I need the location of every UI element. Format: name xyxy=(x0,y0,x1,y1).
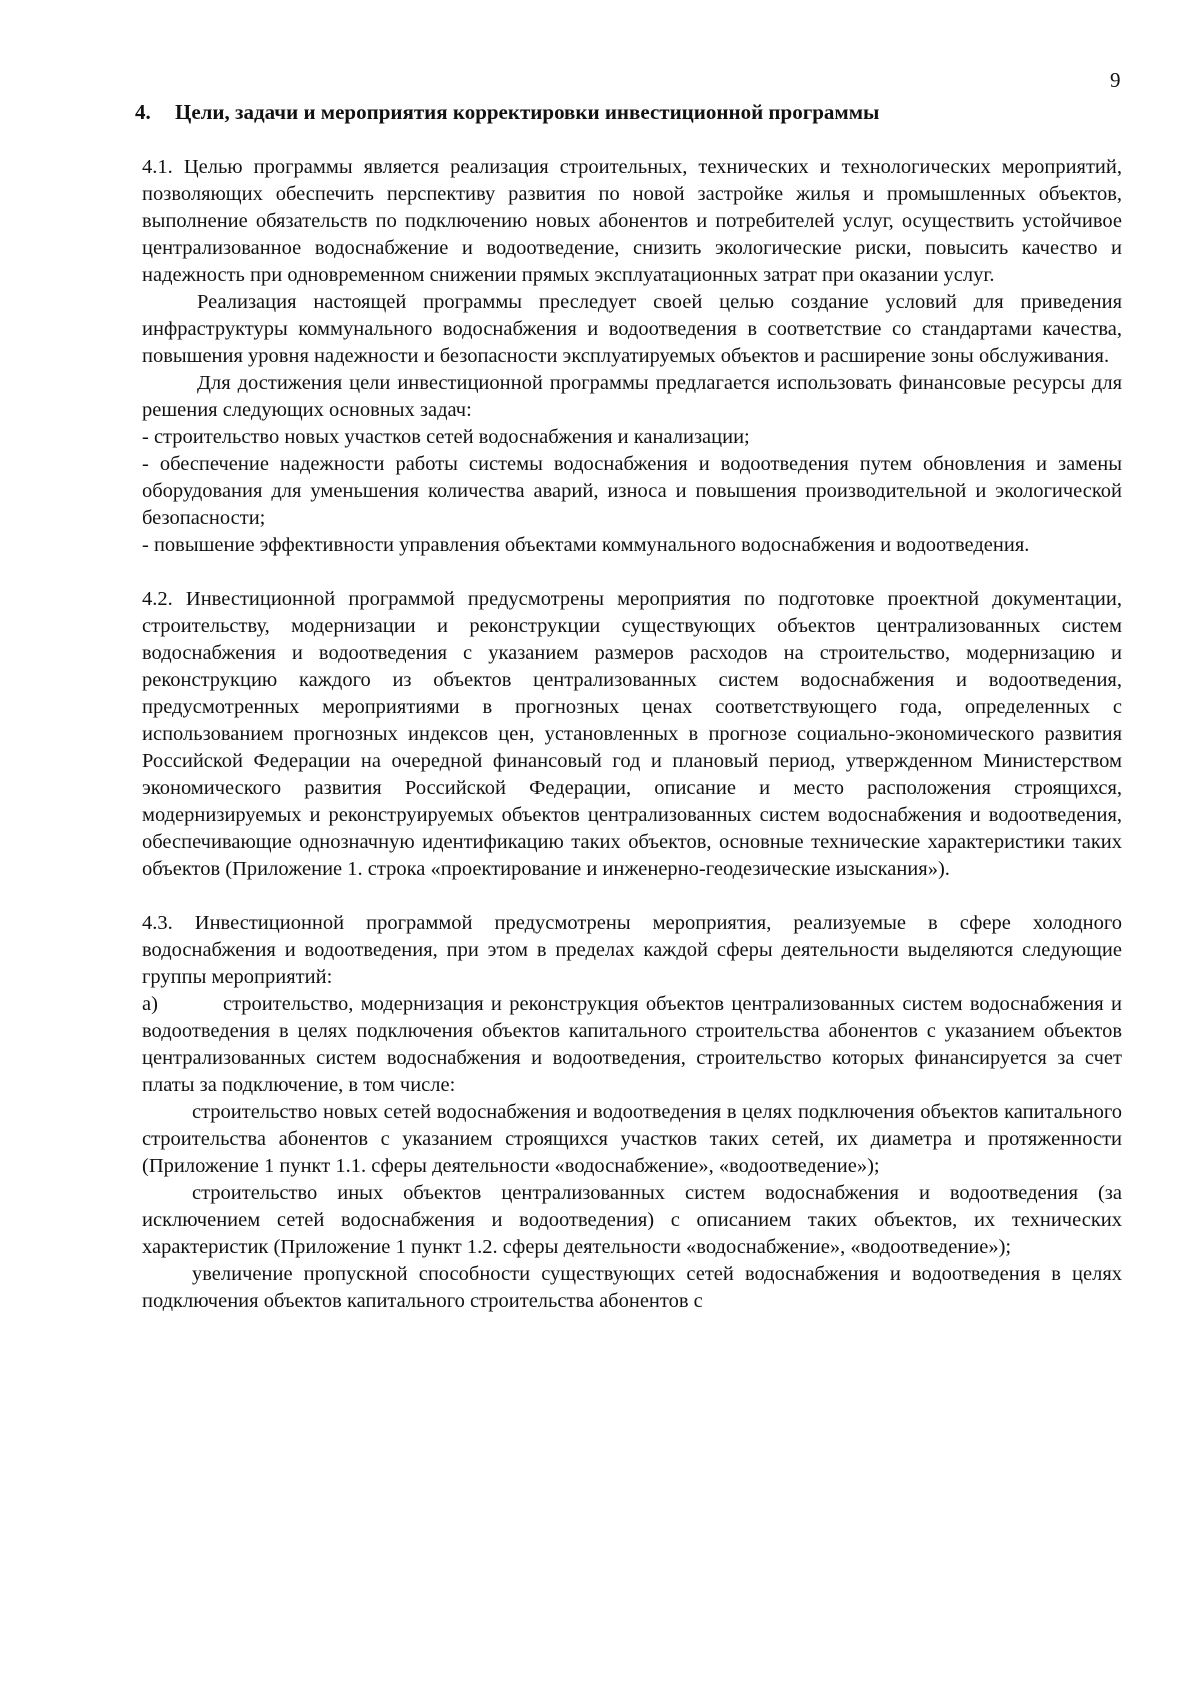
paragraph-4-3: 4.3. Инвестиционной программой предусмотрены мероприятия, реализуемые в сфере холодного водоснабжения и водоотведения, при этом в пределах каждой сферы деятельности выделяются следующие группы мероприятий: xyxy=(142,912,1122,988)
paragraph-spacer xyxy=(142,883,1122,910)
subitem-capacity: увеличение пропускной способности существующих сетей водоснабжения и водоотведения в целях подключения объектов капитального строительства абонентов с xyxy=(142,1263,1122,1312)
paragraph-4-2: 4.2. Инвестиционной программой предусмотрены мероприятия по подготовке проектной документации, строительству, модернизации и реконструкции существующих объектов централизованных систем водоснабжения и водоотведения с указанием размеров расходов на строительство, модернизацию и реконструкцию каждого из объектов централизованных систем водоснабжения и водоотведения, предусмотренных мероприятиями в прогнозных ценах соответствующего года, определенных с использованием прогнозных индексов цен, установленных в прогнозе социально-экономического развития Российской Федерации на очередной финансовый год и плановый период, утвержденном Министерством экономического развития Российской Федерации, описание и место расположения строящихся, модернизируемых и реконструируемых объектов централизованных систем водоснабжения и водоотведения, обеспечивающие однозначную идентификацию таких объектов, основные технические характеристики таких объектов (Приложение 1. строка «проектирование и инженерно-геодезические изыскания»). xyxy=(142,588,1122,880)
section-title: Цели, задачи и мероприятия корректировки инвестиционной программы xyxy=(175,100,880,124)
task-item-3: - повышение эффективности управления объектами коммунального водоснабжения и водоотведения. xyxy=(142,534,1030,556)
page-number: 9 xyxy=(1110,68,1121,92)
list-item-a-label: а) xyxy=(142,993,158,1015)
list-item-a xyxy=(142,991,1122,1099)
section-heading xyxy=(135,100,1095,125)
task-item-2: - обеспечение надежности работы системы водоснабжения и водоотведения путем обновления и замены оборудования для уменьшения количества аварий, износа и повышения производительной и экологической безопасности; xyxy=(142,453,1122,529)
paragraph-goal: Реализация настоящей программы преследует своей целью создание условий для приведения инфраструктуры коммунального водоснабжения и водоотведения в соответствие со стандартами качества, повышения уровня надежности и безопасности эксплуатируемых объектов и расширение зоны обслуживания. xyxy=(142,291,1122,367)
paragraph-4-1: 4.1. Целью программы является реализация строительных, технических и технологических мероприятий, позволяющих обеспечить перспективу развития по новой застройке жилья и промышленных объектов, выполнение обязательств по подключению новых абонентов и потребителей услуг, осуществить устойчивое централизованное водоснабжение и водоотведение, снизить экологические риски, повысить качество и надежность при одновременном снижении прямых эксплуатационных затрат при оказании услуг. xyxy=(142,156,1122,286)
subitem-other-objects: строительство иных объектов централизованных систем водоснабжения и водоотведения (за исключением сетей водоснабжения и водоотведения) с описанием таких объектов, их технических характеристик (Приложение 1 пункт 1.2. сферы деятельности «водоснабжение», «водоотведение»); xyxy=(142,1182,1122,1258)
list-item-a-text: строительство, модернизация и реконструкция объектов централизованных систем водоснабжения и водоотведения в целях подключения объектов капитального строительства абонентов с указанием объектов централизованных систем водоснабжения и водоотведения, строительство которых финансируется за счет платы за подключение, в том числе: xyxy=(142,993,1122,1096)
task-item-1: - строительство новых участков сетей водоснабжения и канализации; xyxy=(142,426,750,448)
paragraph-spacer xyxy=(142,559,1122,586)
document-body xyxy=(142,154,1122,1315)
paragraph-tasks-intro: Для достижения цели инвестиционной программы предлагается использовать финансовые ресурсы для решения следующих основных задач: xyxy=(142,372,1122,421)
section-number: 4. xyxy=(135,100,151,124)
subitem-new-networks: строительство новых сетей водоснабжения и водоотведения в целях подключения объектов капитального строительства абонентов с указанием строящихся участков таких сетей, их диаметра и протяженности (Приложение 1 пункт 1.1. сферы деятельности «водоснабжение», «водоотведение»); xyxy=(142,1101,1122,1177)
